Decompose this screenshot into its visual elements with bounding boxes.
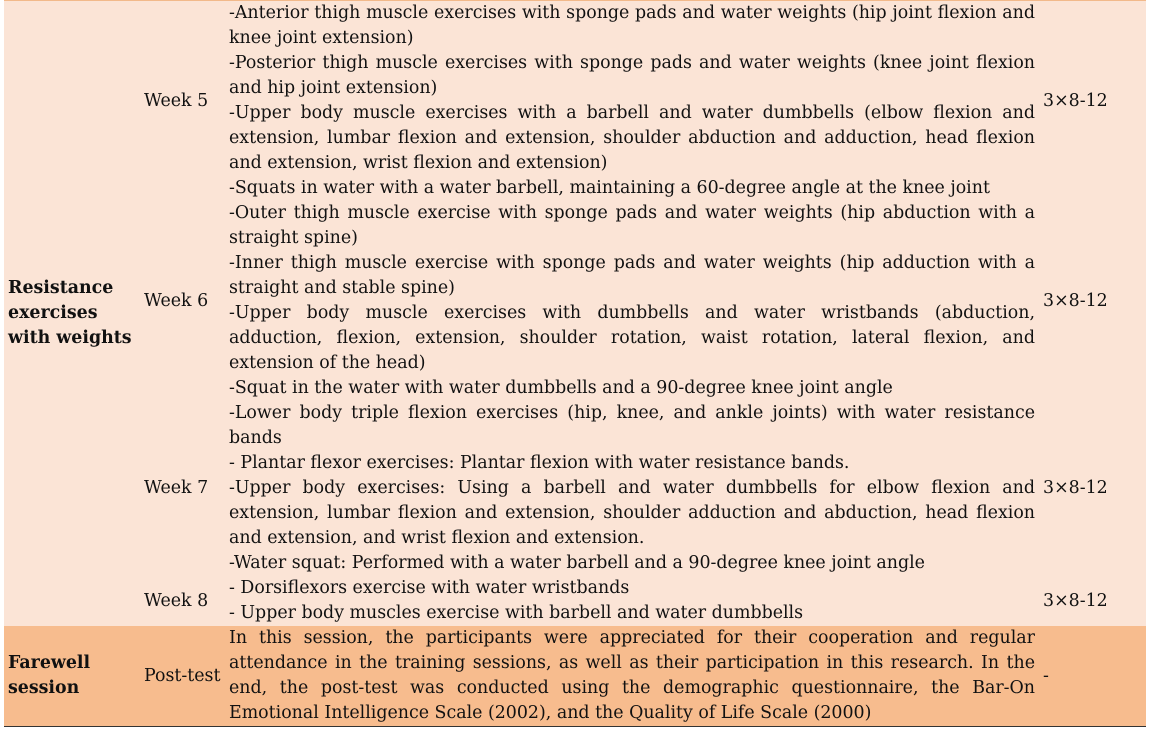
exercise-line: -Outer thigh muscle exercise with sponge pads and water weights (hip abduction with a straight spine) — [229, 203, 1035, 248]
table-row — [4, 401, 1146, 576]
description-cell — [225, 1, 1039, 202]
exercise-line: -Inner thigh muscle exercise with sponge pads and water weights (hip adduction with a straight and stable spine) — [229, 253, 1035, 298]
exercise-line: -Upper body muscle exercises with a barbell and water dumbbells (elbow flexion and extension, lumbar flexion and extension, shoulder abduction and adduction, head flexion and extension, wrist flexion and extension) — [229, 103, 1035, 173]
sets-reps-cell: 3×8-12 — [1039, 576, 1146, 626]
exercise-line: - Plantar flexor exercises: Plantar flexion with water resistance bands. — [229, 453, 850, 473]
table-row — [4, 576, 1146, 626]
exercise-line: -Upper body muscle exercises with dumbbells and water wristbands (abduction, adduction, flexion, extension, shoulder rotation, waist rotation, lateral flexion, and extension of the head) — [229, 303, 1035, 373]
category-cell: Farewell session — [4, 626, 140, 727]
week-cell: Week 6 — [140, 201, 225, 401]
description-cell — [225, 201, 1039, 401]
week-cell: Week 7 — [140, 401, 225, 576]
table-row — [4, 626, 1146, 727]
sets-reps-cell: 3×8-12 — [1039, 1, 1146, 202]
exercise-line: -Squats in water with a water barbell, maintaining a 60-degree angle at the knee joint — [229, 178, 990, 198]
description-cell — [225, 626, 1039, 727]
sets-reps-cell: 3×8-12 — [1039, 401, 1146, 576]
exercise-line: - Dorsiflexors exercise with water wristbands — [229, 578, 630, 598]
week-cell: Week 8 — [140, 576, 225, 626]
category-cell: Resistance exercises with weights — [4, 1, 140, 627]
exercise-line: -Squat in the water with water dumbbells and a 90-degree knee joint angle — [229, 378, 893, 398]
week-cell: Post-test — [140, 626, 225, 727]
exercise-line: -Water squat: Performed with a water barbell and a 90-degree knee joint angle — [229, 553, 925, 573]
exercise-protocol-table — [4, 0, 1146, 727]
table-row — [4, 1, 1146, 202]
description-cell — [225, 401, 1039, 576]
description-cell — [225, 576, 1039, 626]
exercise-line: -Posterior thigh muscle exercises with sponge pads and water weights (knee joint flexion and hip joint extension) — [229, 53, 1035, 98]
exercise-line: -Upper body exercises: Using a barbell and water dumbbells for elbow flexion and extension, lumbar flexion and extension, shoulder adduction and abduction, head flexion and extension, and wrist flexion and extension. — [229, 478, 1035, 548]
session-description: In this session, the participants were appreciated for their cooperation and regular attendance in the training sessions, as well as their participation in this research. In the end, the post-test was conducted using the demographic questionnaire, the Bar-On Emotional Intelligence Scale (2002), and the Quality of Life Scale (2000) — [229, 628, 1035, 723]
sets-reps-cell: - — [1039, 626, 1146, 727]
sets-reps-cell: 3×8-12 — [1039, 201, 1146, 401]
table-row — [4, 201, 1146, 401]
week-cell: Week 5 — [140, 1, 225, 202]
exercise-line: -Anterior thigh muscle exercises with sponge pads and water weights (hip joint flexion and knee joint extension) — [229, 3, 1035, 48]
exercise-line: -Lower body triple flexion exercises (hip, knee, and ankle joints) with water resistance bands — [229, 403, 1035, 448]
exercise-line: - Upper body muscles exercise with barbell and water dumbbells — [229, 603, 804, 623]
